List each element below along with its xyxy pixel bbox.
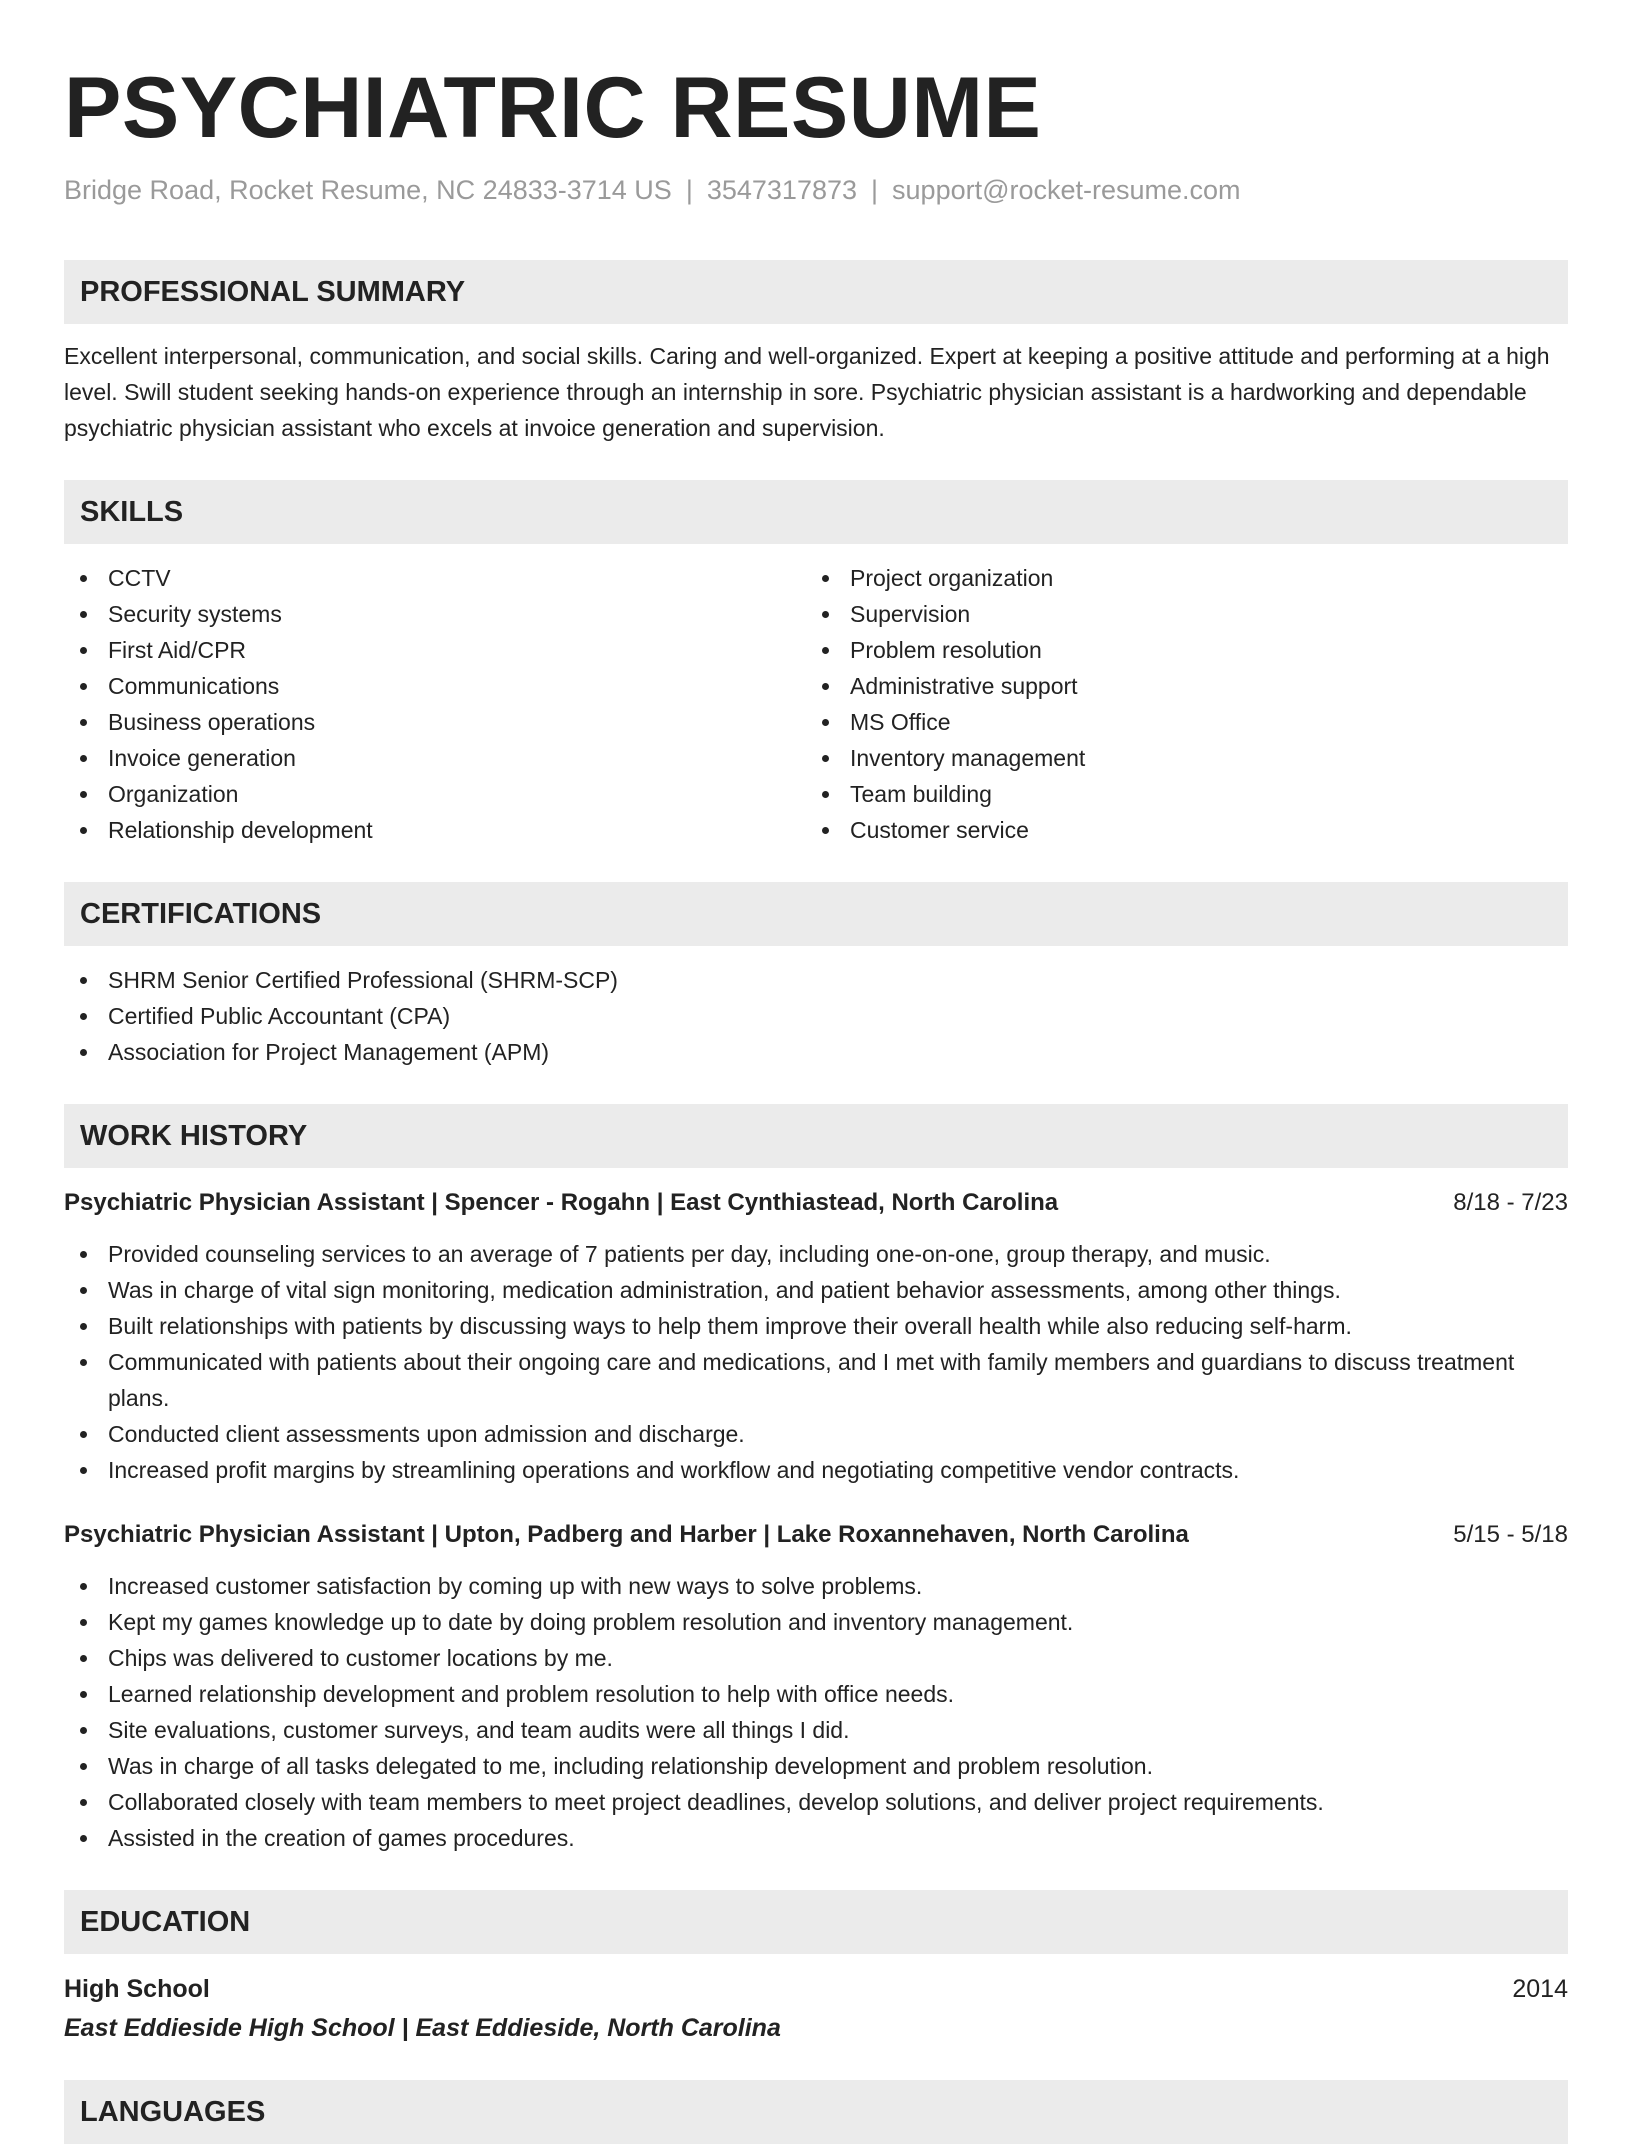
summary-text: Excellent interpersonal, communication, and social skills. Caring and well-organized. Expert at keeping a positive attitude and performing at a high level. Swill student seeking hands-on experience through an internship in sore. Psychiatric physician assistant is a hardworking and dependable psychiatric physician assistant who excels at invoice generation and supervision.: [64, 343, 1550, 441]
section-header-work-history: WORK HISTORY: [64, 1104, 1568, 1168]
email: support@rocket-resume.com: [892, 175, 1241, 205]
skill-item: Security systems: [64, 596, 806, 632]
skills-list-right: [806, 560, 1568, 848]
job-bullet: Conducted client assessments upon admission and discharge.: [64, 1416, 1568, 1452]
job-dates: 5/15 - 5/18: [1453, 1521, 1568, 1548]
job-bullet: Kept my games knowledge up to date by doing problem resolution and inventory management.: [64, 1604, 1568, 1640]
job-bullet: Chips was delivered to customer locations by me.: [64, 1640, 1568, 1676]
job-bullet: Communicated with patients about their ongoing care and medications, and I met with family members and guardians to discuss treatment plans.: [64, 1344, 1568, 1416]
section-header-certifications: CERTIFICATIONS: [64, 882, 1568, 946]
job-bullet: Increased customer satisfaction by coming up with new ways to solve problems.: [64, 1568, 1568, 1604]
section-header-skills: SKILLS: [64, 480, 1568, 544]
section-header-summary: PROFESSIONAL SUMMARY: [64, 260, 1568, 324]
skill-item: MS Office: [806, 704, 1568, 740]
certification-item: Association for Project Management (APM): [64, 1034, 1568, 1070]
education-school: East Eddieside High School | East Eddieside, North Carolina: [64, 2014, 781, 2042]
work-history-list: [64, 1186, 1568, 1856]
skill-item: Relationship development: [64, 812, 806, 848]
job-header: [64, 1186, 1568, 1220]
education-degree: High School: [64, 1975, 210, 2003]
education-year: 2014: [1512, 1975, 1568, 2003]
job-bullet: Site evaluations, customer surveys, and team audits were all things I did.: [64, 1712, 1568, 1748]
job-bullet: Increased profit margins by streamlining operations and workflow and negotiating competitive vendor contracts.: [64, 1452, 1568, 1488]
skills-grid: [64, 560, 1568, 848]
job-bullet: Built relationships with patients by discussing ways to help them improve their overall health while also reducing self-harm.: [64, 1308, 1568, 1344]
resume-page: [64, 0, 1568, 2144]
job-bullet: Learned relationship development and problem resolution to help with office needs.: [64, 1676, 1568, 1712]
certification-item: Certified Public Accountant (CPA): [64, 998, 1568, 1034]
skill-item: Organization: [64, 776, 806, 812]
skill-item: Problem resolution: [806, 632, 1568, 668]
certifications-list: [64, 962, 1568, 1070]
skill-item: Project organization: [806, 560, 1568, 596]
skill-item: CCTV: [64, 560, 806, 596]
job-title: Psychiatric Physician Assistant | Upton, Padberg and Harber | Lake Roxannehaven, North Carolina: [64, 1521, 1189, 1548]
skill-item: Customer service: [806, 812, 1568, 848]
job-bullet: Assisted in the creation of games procedures.: [64, 1820, 1568, 1856]
skill-item: Communications: [64, 668, 806, 704]
job-entry: [64, 1186, 1568, 1488]
education-row: [64, 1972, 1568, 2006]
address: Bridge Road, Rocket Resume, NC 24833-3714 US: [64, 175, 672, 205]
skill-item: First Aid/CPR: [64, 632, 806, 668]
separator: |: [871, 175, 879, 205]
contact-line: [64, 172, 1568, 208]
section-header-education: EDUCATION: [64, 1890, 1568, 1954]
separator: |: [685, 175, 693, 205]
job-bullet: Collaborated closely with team members to meet project deadlines, develop solutions, and deliver project requirements.: [64, 1784, 1568, 1820]
job-dates: 8/18 - 7/23: [1453, 1189, 1568, 1216]
skills-column-right: [806, 560, 1568, 848]
skill-item: Team building: [806, 776, 1568, 812]
skill-item: Inventory management: [806, 740, 1568, 776]
skill-item: Administrative support: [806, 668, 1568, 704]
job-bullet: Provided counseling services to an average of 7 patients per day, including one-on-one, group therapy, and music.: [64, 1236, 1568, 1272]
job-header: [64, 1518, 1568, 1552]
job-title: Psychiatric Physician Assistant | Spencer - Rogahn | East Cynthiastead, North Carolina: [64, 1189, 1059, 1216]
skill-item: Supervision: [806, 596, 1568, 632]
job-bullet: Was in charge of all tasks delegated to me, including relationship development and problem resolution.: [64, 1748, 1568, 1784]
phone: 3547317873: [706, 175, 858, 205]
skill-item: Business operations: [64, 704, 806, 740]
skills-column-left: [64, 560, 806, 848]
job-bullet: Was in charge of vital sign monitoring, medication administration, and patient behavior assessments, among other things.: [64, 1272, 1568, 1308]
job-entry: [64, 1518, 1568, 1856]
job-bullets: [64, 1236, 1568, 1488]
skill-item: Invoice generation: [64, 740, 806, 776]
skills-list-left: [64, 560, 806, 848]
job-bullets: [64, 1568, 1568, 1856]
section-header-languages: LANGUAGES: [64, 2080, 1568, 2144]
certification-item: SHRM Senior Certified Professional (SHRM-SCP): [64, 962, 1568, 998]
resume-title: PSYCHIATRIC RESUME: [64, 60, 1042, 156]
